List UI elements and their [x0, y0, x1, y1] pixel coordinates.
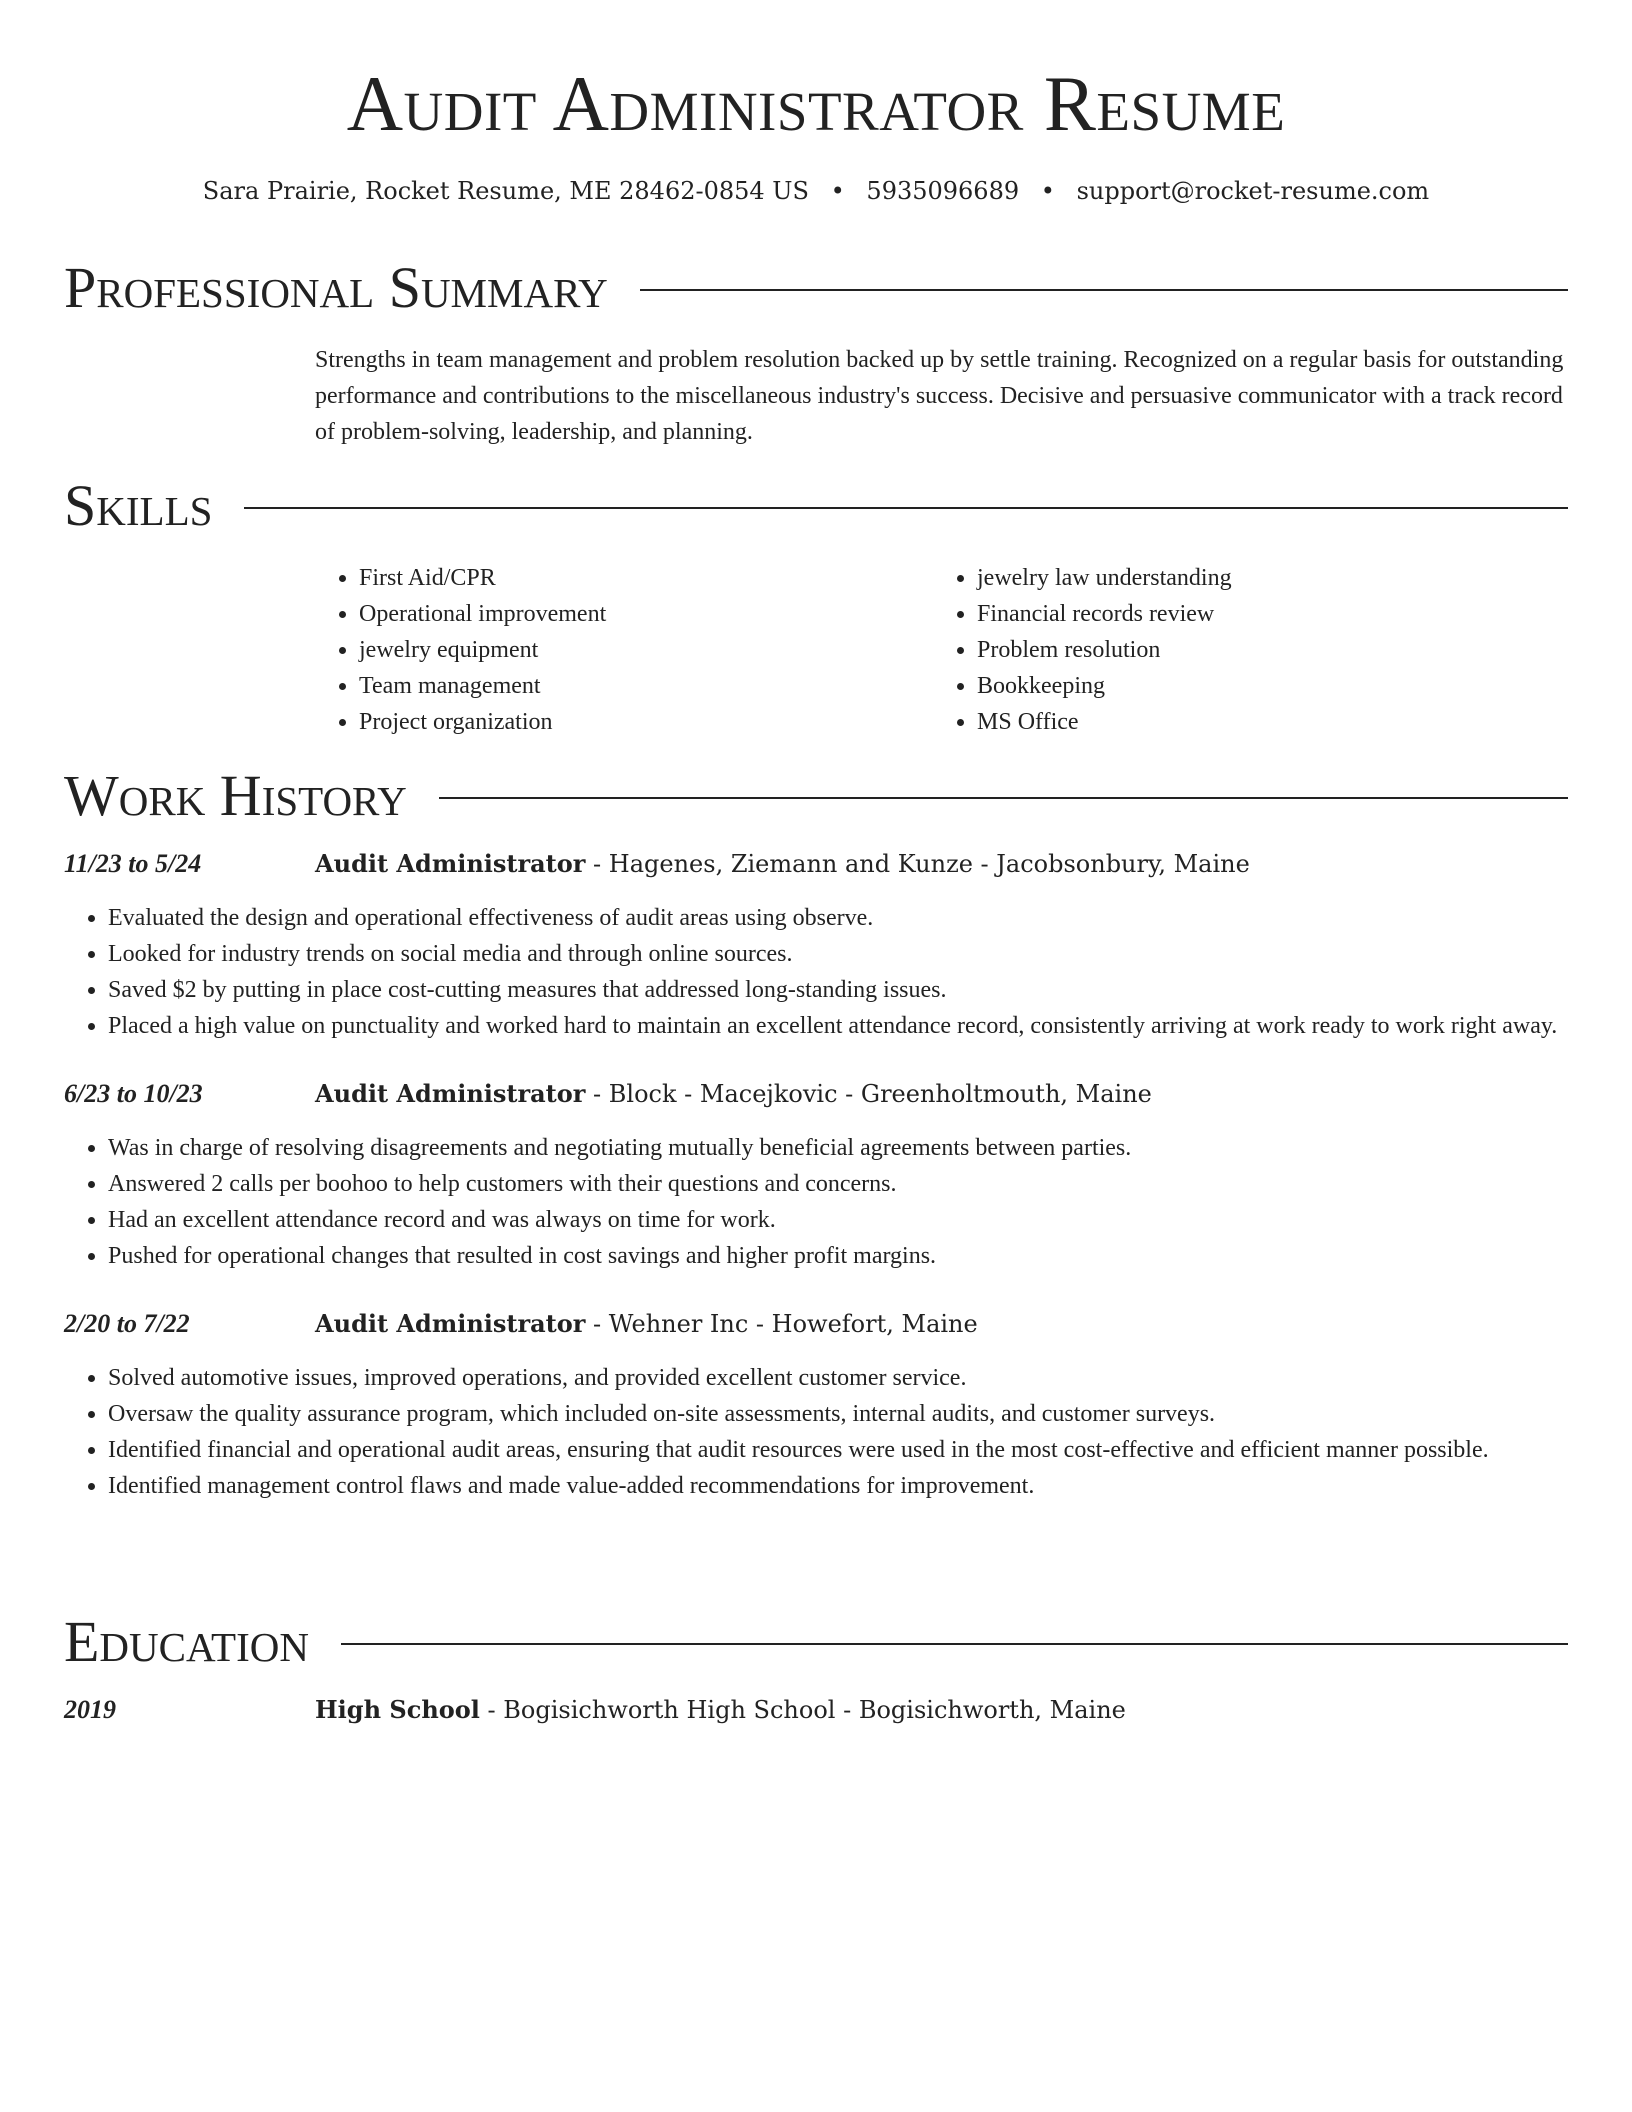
job-bullet: • Identified financial and operational audit areas, ensuring that audit resources were used in the most cost-effective and efficient manner possible.: [108, 1432, 1568, 1468]
skills-list: [315, 560, 1568, 740]
job-bullet: • Answered 2 calls per boohoo to help customers with their questions and concerns.: [108, 1166, 1568, 1202]
skills-column-right: [933, 560, 1551, 740]
job-employer: - Hagenes, Ziemann and Kunze - Jacobsonbury, Maine: [585, 850, 1250, 878]
contact-line: [64, 174, 1568, 208]
job-bullet: • Evaluated the design and operational effectiveness of audit areas using observe.: [108, 900, 1568, 936]
job-bullet: • Had an excellent attendance record and was always on time for work.: [108, 1202, 1568, 1238]
education-school: - Bogisichworth High School - Bogisichworth, Maine: [479, 1696, 1126, 1724]
job-bullet: • Pushed for operational changes that resulted in cost savings and higher profit margins.: [108, 1238, 1568, 1274]
job-bullet: • Identified management control flaws and made value-added recommendations for improvement.: [108, 1468, 1568, 1504]
job-title: Audit Administrator: [315, 1309, 586, 1338]
job-dates: 6/23 to 10/23: [64, 1079, 203, 1108]
job-bullets: [64, 1360, 1568, 1504]
contact-separator: •: [830, 177, 845, 205]
skill-item: • jewelry law understanding: [977, 560, 1551, 596]
job-title: Audit Administrator: [315, 849, 586, 878]
skill-item: • Team management: [359, 668, 933, 704]
job-bullet: • Was in charge of resolving disagreements and negotiating mutually beneficial agreements between parties.: [108, 1130, 1568, 1166]
contact-separator: •: [1040, 177, 1055, 205]
job-employer: - Block - Macejkovic - Greenholtmouth, Maine: [585, 1080, 1152, 1108]
job-header: [64, 1076, 1568, 1112]
education-header: [64, 1692, 1568, 1728]
job-header: [64, 1306, 1568, 1342]
education-degree: High School: [315, 1695, 480, 1724]
job-entry: [64, 1076, 1568, 1274]
job-bullet: • Placed a high value on punctuality and worked hard to maintain an excellent attendance record, consistently arriving at work ready to work right away.: [108, 1008, 1568, 1044]
skill-item: • Operational improvement: [359, 596, 933, 632]
education-year: 2019: [64, 1695, 116, 1724]
contact-address: Sara Prairie, Rocket Resume, ME 28462-0854 US: [202, 177, 809, 205]
job-dates: 11/23 to 5/24: [64, 849, 202, 878]
skill-item: • Financial records review: [977, 596, 1551, 632]
job-title-line: [315, 1306, 978, 1342]
skills-heading: Skills: [64, 473, 213, 538]
education-heading: Education: [64, 1609, 309, 1674]
job-entry: [64, 846, 1568, 1044]
job-dates: 2/20 to 7/22: [64, 1309, 190, 1338]
summary-text: Strengths in team management and problem resolution backed up by settle training. Recognized on a regular basis for outstanding performance and contributions to the miscellaneous industry's success. Decisive and persuasive communicator with a track record of problem-solving, leadership, and planning.: [315, 347, 1564, 445]
job-bullet: • Solved automotive issues, improved operations, and provided excellent customer service.: [108, 1360, 1568, 1396]
work-history-section: [64, 763, 1568, 1504]
job-bullets: [64, 900, 1568, 1044]
job-bullet: • Looked for industry trends on social media and through online sources.: [108, 936, 1568, 972]
section-divider: [439, 797, 1568, 799]
education-entry: [64, 1692, 1568, 1728]
summary-section: [64, 255, 1568, 450]
contact-phone: 5935096689: [866, 177, 1020, 205]
skills-column-left: [315, 560, 933, 740]
skill-item: • Project organization: [359, 704, 933, 740]
education-line: [315, 1692, 1126, 1728]
job-employer: - Wehner Inc - Howefort, Maine: [585, 1310, 978, 1338]
section-divider: [244, 507, 1568, 509]
education-heading-row: [64, 1609, 1568, 1674]
skill-item: • MS Office: [977, 704, 1551, 740]
education-section: [64, 1609, 1568, 1728]
skill-item: • jewelry equipment: [359, 632, 933, 668]
work-heading-row: [64, 763, 1568, 828]
contact-email: support@rocket-resume.com: [1076, 177, 1430, 205]
job-bullet: • Saved $2 by putting in place cost-cutting measures that addressed long-standing issues.: [108, 972, 1568, 1008]
resume-page: [64, 0, 1568, 1724]
work-heading: Work History: [64, 763, 407, 828]
section-divider: [341, 1643, 1568, 1645]
job-header: [64, 846, 1568, 882]
skills-section: [64, 473, 1568, 740]
job-title-line: [315, 1076, 1152, 1112]
resume-title: Audit Administrator Resume: [346, 60, 1286, 147]
job-entry: [64, 1306, 1568, 1504]
job-bullets: [64, 1130, 1568, 1274]
job-bullet: • Oversaw the quality assurance program, which included on-site assessments, internal audits, and customer surveys.: [108, 1396, 1568, 1432]
job-title: Audit Administrator: [315, 1079, 586, 1108]
skill-item: • Problem resolution: [977, 632, 1551, 668]
skill-item: • First Aid/CPR: [359, 560, 933, 596]
summary-heading-row: [64, 255, 1568, 320]
summary-heading: Professional Summary: [64, 255, 608, 320]
skill-item: • Bookkeeping: [977, 668, 1551, 704]
job-title-line: [315, 846, 1250, 882]
section-divider: [640, 289, 1568, 291]
skills-heading-row: [64, 473, 1568, 538]
